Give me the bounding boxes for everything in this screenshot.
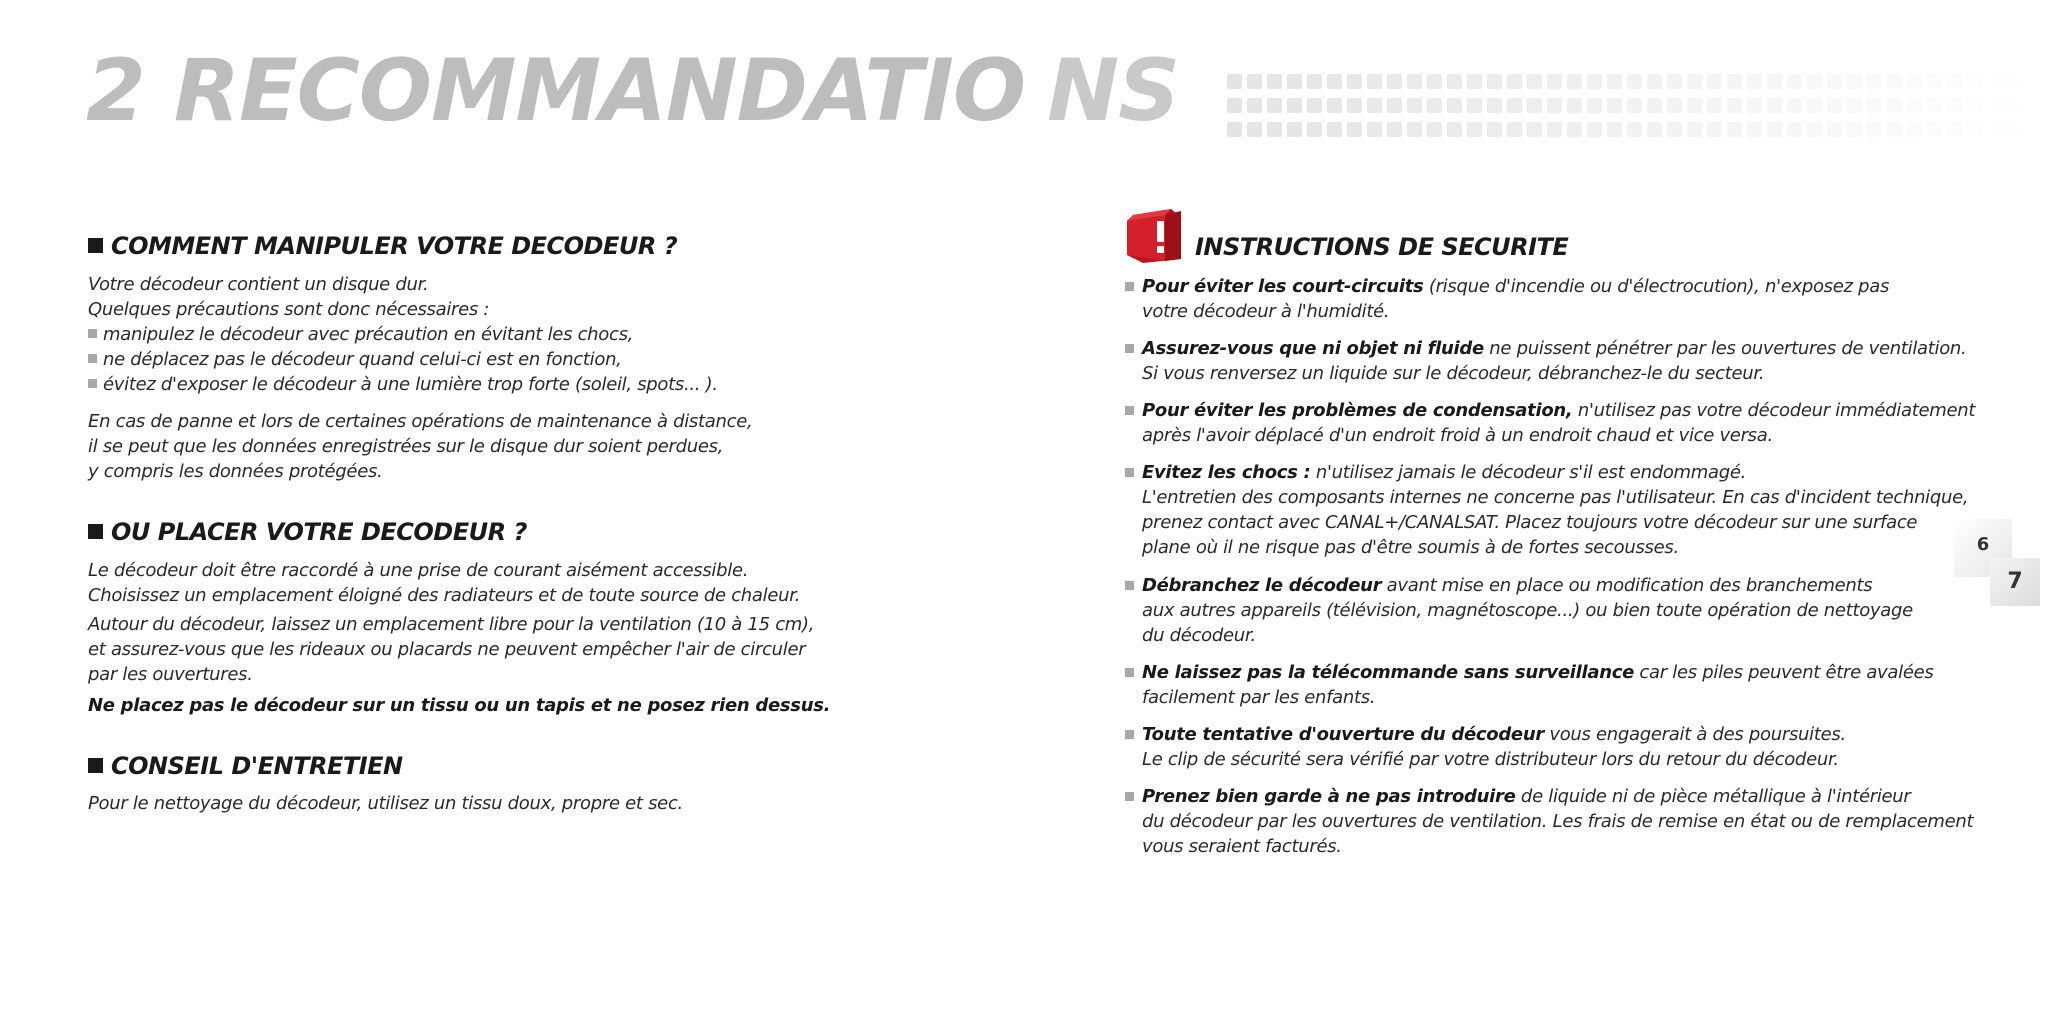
safety-item: Evitez les chocs : n'utilisez jamais le décodeur s'il est endommagé. L'entretien des composants internes ne concerne pas l'utilisateur. En cas d'incident technique, prenez contact avec CANAL+/CANALSAT. Placez toujours votre décodeur sur une surface plane où il ne risque pas d'être soumis à de fortes secousses.	[1125, 460, 1968, 560]
pattern-square	[1907, 98, 1922, 113]
pattern-square	[1987, 122, 2002, 137]
pattern-square	[1587, 74, 1602, 89]
pattern-square	[1307, 74, 1322, 89]
pattern-square	[1327, 98, 1342, 113]
pattern-square	[1367, 98, 1382, 113]
page-title-main: 2 RECOMMANDATIO	[86, 41, 1026, 141]
pattern-square	[1827, 122, 1842, 137]
pattern-square	[1427, 122, 1442, 137]
pattern-square	[1607, 74, 1622, 89]
pattern-square	[1507, 122, 1522, 137]
pattern-square	[1507, 74, 1522, 89]
section-square-icon	[88, 524, 103, 539]
pattern-square	[1707, 74, 1722, 89]
page-number-right: 7	[1990, 558, 2040, 606]
pattern-square	[1887, 98, 1902, 113]
pattern-square	[1927, 98, 1942, 113]
safety-item: Prenez bien garde à ne pas introduire de liquide ni de pièce métallique à l'intérieur du décodeur par les ouvertures de ventilation. Les frais de remise en état ou de remplacement vous seraient facturés.	[1125, 784, 1973, 859]
page-title-tail: NS	[1047, 41, 1180, 141]
pattern-square	[1527, 74, 1542, 89]
pattern-square	[1827, 98, 1842, 113]
pattern-square	[1807, 98, 1822, 113]
pattern-square	[1767, 74, 1782, 89]
pattern-square	[1567, 74, 1582, 89]
pattern-square	[1387, 98, 1402, 113]
pattern-square	[1327, 122, 1342, 137]
pattern-square	[1387, 122, 1402, 137]
pattern-square	[1327, 74, 1342, 89]
pattern-square	[1287, 74, 1302, 89]
maintenance-text: Pour le nettoyage du décodeur, utilisez un tissu doux, propre et sec.	[88, 793, 683, 814]
pattern-square	[1247, 98, 1262, 113]
pattern-square	[1567, 98, 1582, 113]
pattern-square	[1307, 122, 1322, 137]
pattern-square	[1807, 122, 1822, 137]
section-title-safety: INSTRUCTIONS DE SECURITE	[1195, 233, 1569, 261]
pattern-square	[1427, 74, 1442, 89]
safety-item: Débranchez le décodeur avant mise en place ou modification des branchements aux autres appareils (télévision, magnétoscope...) ou bien toute opération de nettoyage du décodeur.	[1125, 573, 1913, 648]
pattern-square	[1447, 98, 1462, 113]
pattern-square	[1887, 74, 1902, 89]
pattern-square	[1587, 98, 1602, 113]
pattern-square	[1467, 98, 1482, 113]
pattern-square	[1267, 122, 1282, 137]
handling-intro: Votre décodeur contient un disque dur. Quelques précautions sont donc nécessaires : manipulez le décodeur avec précaution en évitant les chocs, ne déplacez pas le décodeur quand celui-ci est en fonction, évitez d'exposer le décodeur à une lumière trop forte (soleil, spots... ).	[88, 274, 718, 395]
pattern-square	[1687, 98, 1702, 113]
page-title	[86, 41, 1180, 141]
bullet-square-icon	[1125, 406, 1134, 415]
pattern-square	[1667, 122, 1682, 137]
pattern-square	[1747, 74, 1762, 89]
safety-item: Pour éviter les problèmes de condensation, n'utilisez pas votre décodeur immédiatement après l'avoir déplacé d'un endroit froid à un endroit chaud et vice versa.	[1125, 398, 1975, 448]
pattern-square	[1507, 98, 1522, 113]
pattern-square	[1547, 98, 1562, 113]
pattern-square	[1867, 122, 1882, 137]
pattern-square	[1907, 74, 1922, 89]
pattern-square	[1727, 74, 1742, 89]
pattern-square	[1227, 122, 1242, 137]
pattern-square	[1267, 98, 1282, 113]
pattern-square	[1467, 74, 1482, 89]
pattern-square	[1627, 98, 1642, 113]
pattern-square	[1487, 98, 1502, 113]
bullet-square-icon	[88, 379, 97, 388]
pattern-square	[1967, 122, 1982, 137]
pattern-square	[1727, 98, 1742, 113]
pattern-square	[1587, 122, 1602, 137]
bullet-square-icon	[1125, 468, 1134, 477]
pattern-square	[1387, 74, 1402, 89]
header-dot-pattern	[1225, 72, 2025, 144]
pattern-square	[1247, 122, 1262, 137]
pattern-square	[2007, 122, 2022, 137]
pattern-square	[1947, 122, 1962, 137]
pattern-square	[1787, 74, 1802, 89]
pattern-square	[2007, 74, 2022, 89]
pattern-square	[1867, 98, 1882, 113]
pattern-square	[1527, 98, 1542, 113]
pattern-square	[1347, 122, 1362, 137]
placement-warning: Ne placez pas le décodeur sur un tissu ou un tapis et ne posez rien dessus.	[88, 695, 831, 716]
pattern-square	[1647, 74, 1662, 89]
bullet-square-icon	[1125, 344, 1134, 353]
pattern-square	[1967, 98, 1982, 113]
bullet-square-icon	[1125, 730, 1134, 739]
pattern-square	[1687, 74, 1702, 89]
section-title-placement: OU PLACER VOTRE DECODEUR ?	[88, 518, 527, 546]
warning-box-icon	[1125, 207, 1183, 263]
section-square-icon	[88, 238, 103, 253]
pattern-square	[1967, 74, 1982, 89]
pattern-square	[1767, 98, 1782, 113]
pattern-square	[1747, 98, 1762, 113]
pattern-square	[1867, 74, 1882, 89]
pattern-square	[1647, 98, 1662, 113]
pattern-square	[1367, 74, 1382, 89]
safety-item: Pour éviter les court-circuits (risque d'incendie ou d'électrocution), n'exposez pas votre décodeur à l'humidité.	[1125, 274, 1889, 324]
pattern-square	[1347, 74, 1362, 89]
pattern-square	[1447, 74, 1462, 89]
bullet-square-icon	[1125, 668, 1134, 677]
section-title-maintenance: CONSEIL D'ENTRETIEN	[88, 752, 403, 780]
pattern-square	[2007, 98, 2022, 113]
pattern-square	[1687, 122, 1702, 137]
pattern-square	[1427, 98, 1442, 113]
pattern-square	[1307, 98, 1322, 113]
pattern-square	[1667, 74, 1682, 89]
pattern-square	[1407, 98, 1422, 113]
placement-power: Le décodeur doit être raccordé à une prise de courant aisément accessible. Choisissez un emplacement éloigné des radiateurs et de toute source de chaleur.	[88, 560, 801, 606]
pattern-square	[1847, 74, 1862, 89]
pattern-square	[1707, 122, 1722, 137]
pattern-square	[1787, 98, 1802, 113]
pattern-square	[1707, 98, 1722, 113]
pattern-square	[1947, 98, 1962, 113]
bullet-square-icon	[88, 354, 97, 363]
pattern-square	[1927, 122, 1942, 137]
safety-item: Ne laissez pas la télécommande sans surveillance car les piles peuvent être avalées facilement par les enfants.	[1125, 660, 1933, 710]
pattern-square	[1407, 74, 1422, 89]
pattern-square	[1547, 122, 1562, 137]
safety-item: Assurez-vous que ni objet ni fluide ne puissent pénétrer par les ouvertures de ventilation. Si vous renversez un liquide sur le décodeur, débranchez-le du secteur.	[1125, 336, 1966, 386]
pattern-square	[1527, 122, 1542, 137]
pattern-square	[1767, 122, 1782, 137]
pattern-square	[1227, 98, 1242, 113]
pattern-square	[1607, 98, 1622, 113]
pattern-square	[1347, 98, 1362, 113]
pattern-square	[1987, 98, 2002, 113]
pattern-square	[1827, 74, 1842, 89]
pattern-square	[1487, 122, 1502, 137]
pattern-square	[1667, 98, 1682, 113]
safety-item: Toute tentative d'ouverture du décodeur vous engagerait à des poursuites. Le clip de sécurité sera vérifié par votre distributeur lors du retour du décodeur.	[1125, 722, 1846, 772]
pattern-square	[1447, 122, 1462, 137]
bullet-square-icon	[1125, 282, 1134, 291]
pattern-square	[1487, 74, 1502, 89]
pattern-square	[1287, 122, 1302, 137]
pattern-square	[1567, 122, 1582, 137]
pattern-square	[1227, 74, 1242, 89]
pattern-square	[1467, 122, 1482, 137]
bullet-square-icon	[1125, 792, 1134, 801]
pattern-square	[1247, 74, 1262, 89]
pattern-square	[1887, 122, 1902, 137]
pattern-square	[1607, 122, 1622, 137]
page-number-left: 6	[1954, 519, 2012, 577]
pattern-square	[1987, 74, 2002, 89]
pattern-square	[1907, 122, 1922, 137]
pattern-square	[1267, 74, 1282, 89]
placement-ventilation: Autour du décodeur, laissez un emplacement libre pour la ventilation (10 à 15 cm), et assurez-vous que les rideaux ou placards ne peuvent empêcher l'air de circuler par les ouvertures.	[88, 614, 815, 685]
pattern-square	[1367, 122, 1382, 137]
bullet-square-icon	[1125, 581, 1134, 590]
pattern-square	[1407, 122, 1422, 137]
pattern-square	[1927, 74, 1942, 89]
pattern-square	[1847, 122, 1862, 137]
bullet-square-icon	[88, 329, 97, 338]
pattern-square	[1847, 98, 1862, 113]
pattern-square	[1947, 74, 1962, 89]
pattern-square	[1787, 122, 1802, 137]
section-square-icon	[88, 758, 103, 773]
pattern-square	[1647, 122, 1662, 137]
handling-data-loss-note: En cas de panne et lors de certaines opérations de maintenance à distance, il se peut que les données enregistrées sur le disque dur soient perdues, y compris les données protégées.	[88, 411, 753, 482]
pattern-square	[1627, 122, 1642, 137]
section-title-handling: COMMENT MANIPULER VOTRE DECODEUR ?	[88, 232, 677, 260]
pattern-square	[1747, 122, 1762, 137]
pattern-square	[1627, 74, 1642, 89]
pattern-square	[1547, 74, 1562, 89]
pattern-square	[1727, 122, 1742, 137]
pattern-square	[1287, 98, 1302, 113]
pattern-square	[1807, 74, 1822, 89]
